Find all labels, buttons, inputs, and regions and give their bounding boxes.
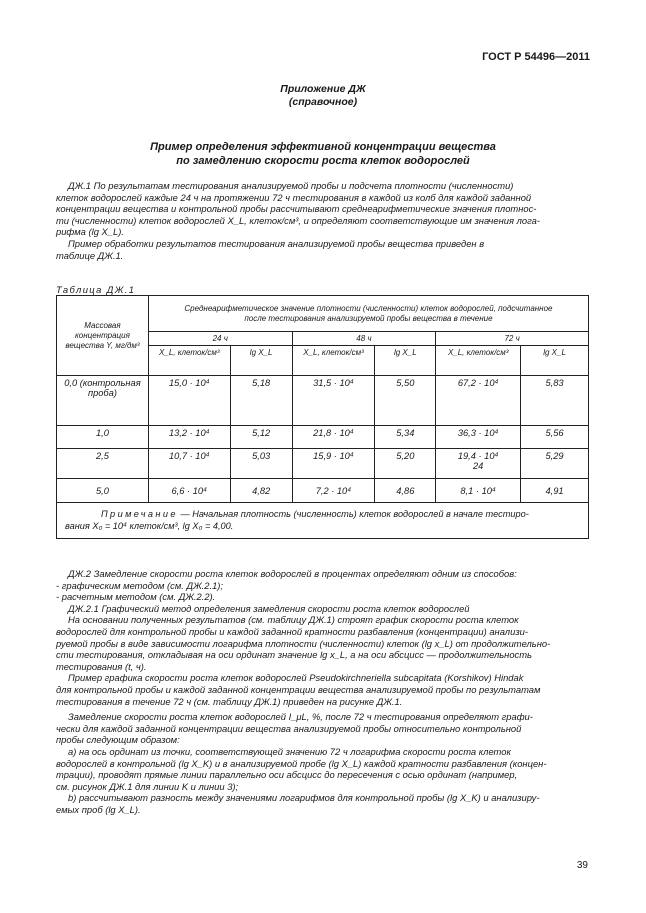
- cell-l24: 4,82: [230, 479, 292, 503]
- p2-line: для контрольной пробы и каждой заданной концентрации вещества анализируемой пробы по результатам: [56, 683, 541, 695]
- p2-line: сти тестирования, откладывая на оси ординат значение lg x_L, а на оси абсцисс — продолжительность: [56, 649, 532, 661]
- p1-line: ти (численности) клеток водорослей X_L, клеток/см³, и определяют соответствующие им значения лога-: [56, 214, 540, 226]
- standard-header: ГОСТ Р 54496—2011: [482, 51, 590, 63]
- table-row: [57, 376, 589, 426]
- p2-line: пробы следующим образом:: [56, 734, 180, 746]
- cell-x48: 7,2 · 10⁴: [292, 479, 375, 503]
- cell-x24: 6,6 · 10⁴: [148, 479, 230, 503]
- cell-x72: 67,2 · 10⁴: [436, 376, 521, 426]
- cell-x72: 8,1 · 10⁴: [436, 479, 521, 503]
- period-48: 48 ч: [292, 332, 436, 346]
- section-title-line1: Пример определения эффективной концентрации вещества: [150, 141, 496, 153]
- cell-x24: 10,7 · 10⁴: [148, 449, 230, 479]
- p1-line: ДЖ.1 По результатам тестирования анализируемой пробы и подсчета плотности (численности): [68, 180, 514, 191]
- p2-line: Замедление скорости роста клеток водорослей I_μL, %, после 72 ч тестирования определяют графи-: [68, 711, 533, 723]
- cell-l48: 5,20: [375, 449, 436, 479]
- p1-line: рифма (lg X_L).: [56, 226, 124, 238]
- cell-l72: 5,83: [521, 376, 589, 426]
- cell-l72: 5,29: [521, 449, 589, 479]
- p2-line: На основании полученных результатов (см. таблицу ДЖ.1) строят график скорости роста клеток: [68, 614, 519, 626]
- table-note: [57, 503, 589, 539]
- paragraph-dzh2: [56, 568, 588, 815]
- col-lg: lg X_L: [375, 346, 436, 376]
- p2-line: трации), проводят прямые линии параллельно оси абсцисс до пересечения с осью ординат (например,: [56, 769, 518, 781]
- p2-line: руемой пробы в виде зависимости логарифма плотности (численности) клеток (lg x_L) от продолжительно-: [56, 637, 551, 649]
- p2-line: b) рассчитывают разность между значениями логарифмов для контрольной пробы (lg X_K) и анализиру-: [68, 792, 540, 804]
- cell-l24: 5,03: [230, 449, 292, 479]
- cell-l72: 5,56: [521, 426, 589, 449]
- period-72: 72 ч: [436, 332, 589, 346]
- appendix-title: Приложение ДЖ: [280, 83, 366, 95]
- p2-line: ДЖ.2.1 Графический метод определения замедления скорости роста клеток водорослей: [68, 602, 470, 614]
- row-header-concentration: Массовая концентрация вещества Y, мг/дм³: [57, 296, 149, 376]
- paragraph-dzh1: [56, 180, 588, 261]
- cell-l48: 5,34: [375, 426, 436, 449]
- col-lg: lg X_L: [521, 346, 589, 376]
- section-title-line2: по замедлению скорости роста клеток водорослей: [176, 155, 470, 167]
- cell-conc: 5,0: [57, 479, 149, 503]
- cell-x24: 15,0 · 10⁴: [148, 376, 230, 426]
- cell-conc: 2,5: [57, 449, 149, 479]
- note-label: Примечание: [101, 509, 178, 519]
- cell-l48: 5,50: [375, 376, 436, 426]
- p1-line: Пример обработки результатов тестирования анализируемой пробы вещества приведен в: [68, 237, 485, 249]
- group-header: Среднеарифметическое значение плотности (численности) клеток водорослей, подсчитанное после тестирования анализируемой пробы вещества в течение: [148, 296, 588, 332]
- col-lg: lg X_L: [230, 346, 292, 376]
- data-table: [56, 295, 589, 539]
- page-number: 39: [576, 860, 588, 871]
- table-row: [57, 426, 589, 449]
- col-xl: X_L, клеток/см³: [148, 346, 230, 376]
- cell-x72: 19,4 · 10⁴ 24: [436, 449, 521, 479]
- cell-l24: 5,18: [230, 376, 292, 426]
- cell-conc: 1,0: [57, 426, 149, 449]
- p2-line: емых проб (lg X_L).: [56, 803, 141, 815]
- cell-x48: 15,9 · 10⁴: [292, 449, 375, 479]
- cell-x72: 36,3 · 10⁴: [436, 426, 521, 449]
- cell-x48: 31,5 · 10⁴: [292, 376, 375, 426]
- p1-line: концентрации вещества и контрольной пробы рассчитывают среднеарифметические значения плотнос-: [56, 203, 537, 215]
- p2-line: ДЖ.2 Замедление скорости роста клеток водорослей в процентах определяют одним из способов:: [68, 568, 517, 579]
- cell-conc: 0,0 (контрольная проба): [57, 376, 149, 426]
- col-xl: X_L, клеток/см³: [292, 346, 375, 376]
- cell-x24: 13,2 · 10⁴: [148, 426, 230, 449]
- p2-line: водорослей для контрольной пробы и каждой заданной кратности разбавления (концентрации) анализи-: [56, 625, 529, 637]
- note-line2: вания X₀ = 10⁴ клеток/см³, lg X₀ = 4,00.: [65, 520, 234, 531]
- table-caption: Таблица ДЖ.1: [56, 284, 136, 295]
- table-row: [57, 479, 589, 503]
- p2-line: тестирования (t, ч).: [56, 660, 147, 672]
- p2-line: - расчетным методом (см. ДЖ.2.2).: [56, 591, 216, 603]
- period-24: 24 ч: [148, 332, 292, 346]
- note-line1: — Начальная плотность (численность) клеток водорослей в начале тестиро-: [180, 509, 529, 519]
- p2-line: см. рисунок ДЖ.1 для линии K и линии 3);: [56, 780, 239, 792]
- p1-line: клеток водорослей каждые 24 ч на протяжении 72 ч тестирования в каждой из колб для каждой заданной: [56, 191, 532, 203]
- cell-l48: 4,86: [375, 479, 436, 503]
- p2-line: а) на ось ординат из точки, соответствующей значению 72 ч логарифма скорости роста клеток: [68, 745, 511, 757]
- col-xl: X_L, клеток/см³: [436, 346, 521, 376]
- p2-line: чески для каждой заданной концентрации вещества анализируемой пробы относительно контрольной: [56, 722, 522, 734]
- cell-x48: 21,8 · 10⁴: [292, 426, 375, 449]
- table-row: [57, 449, 589, 479]
- p2-line: - графическим методом (см. ДЖ.2.1);: [56, 579, 224, 591]
- cell-l24: 5,12: [230, 426, 292, 449]
- p1-line: таблице ДЖ.1.: [56, 249, 124, 261]
- p2-line: Пример графика скорости роста клеток водорослей Pseudokirchneriella subcapitata (Korshikov) Hindak: [68, 672, 524, 684]
- p2-line: водорослей в контрольной (lg X_K) и в анализируемой пробе (lg X_L) каждой кратности разбавления (концен-: [56, 757, 547, 769]
- cell-l72: 4,91: [521, 479, 589, 503]
- appendix-subtitle: (справочное): [288, 96, 358, 108]
- p2-line: тестирования в течение 72 ч (см. таблицу ДЖ.1) приведен на рисунке ДЖ.1.: [56, 695, 403, 707]
